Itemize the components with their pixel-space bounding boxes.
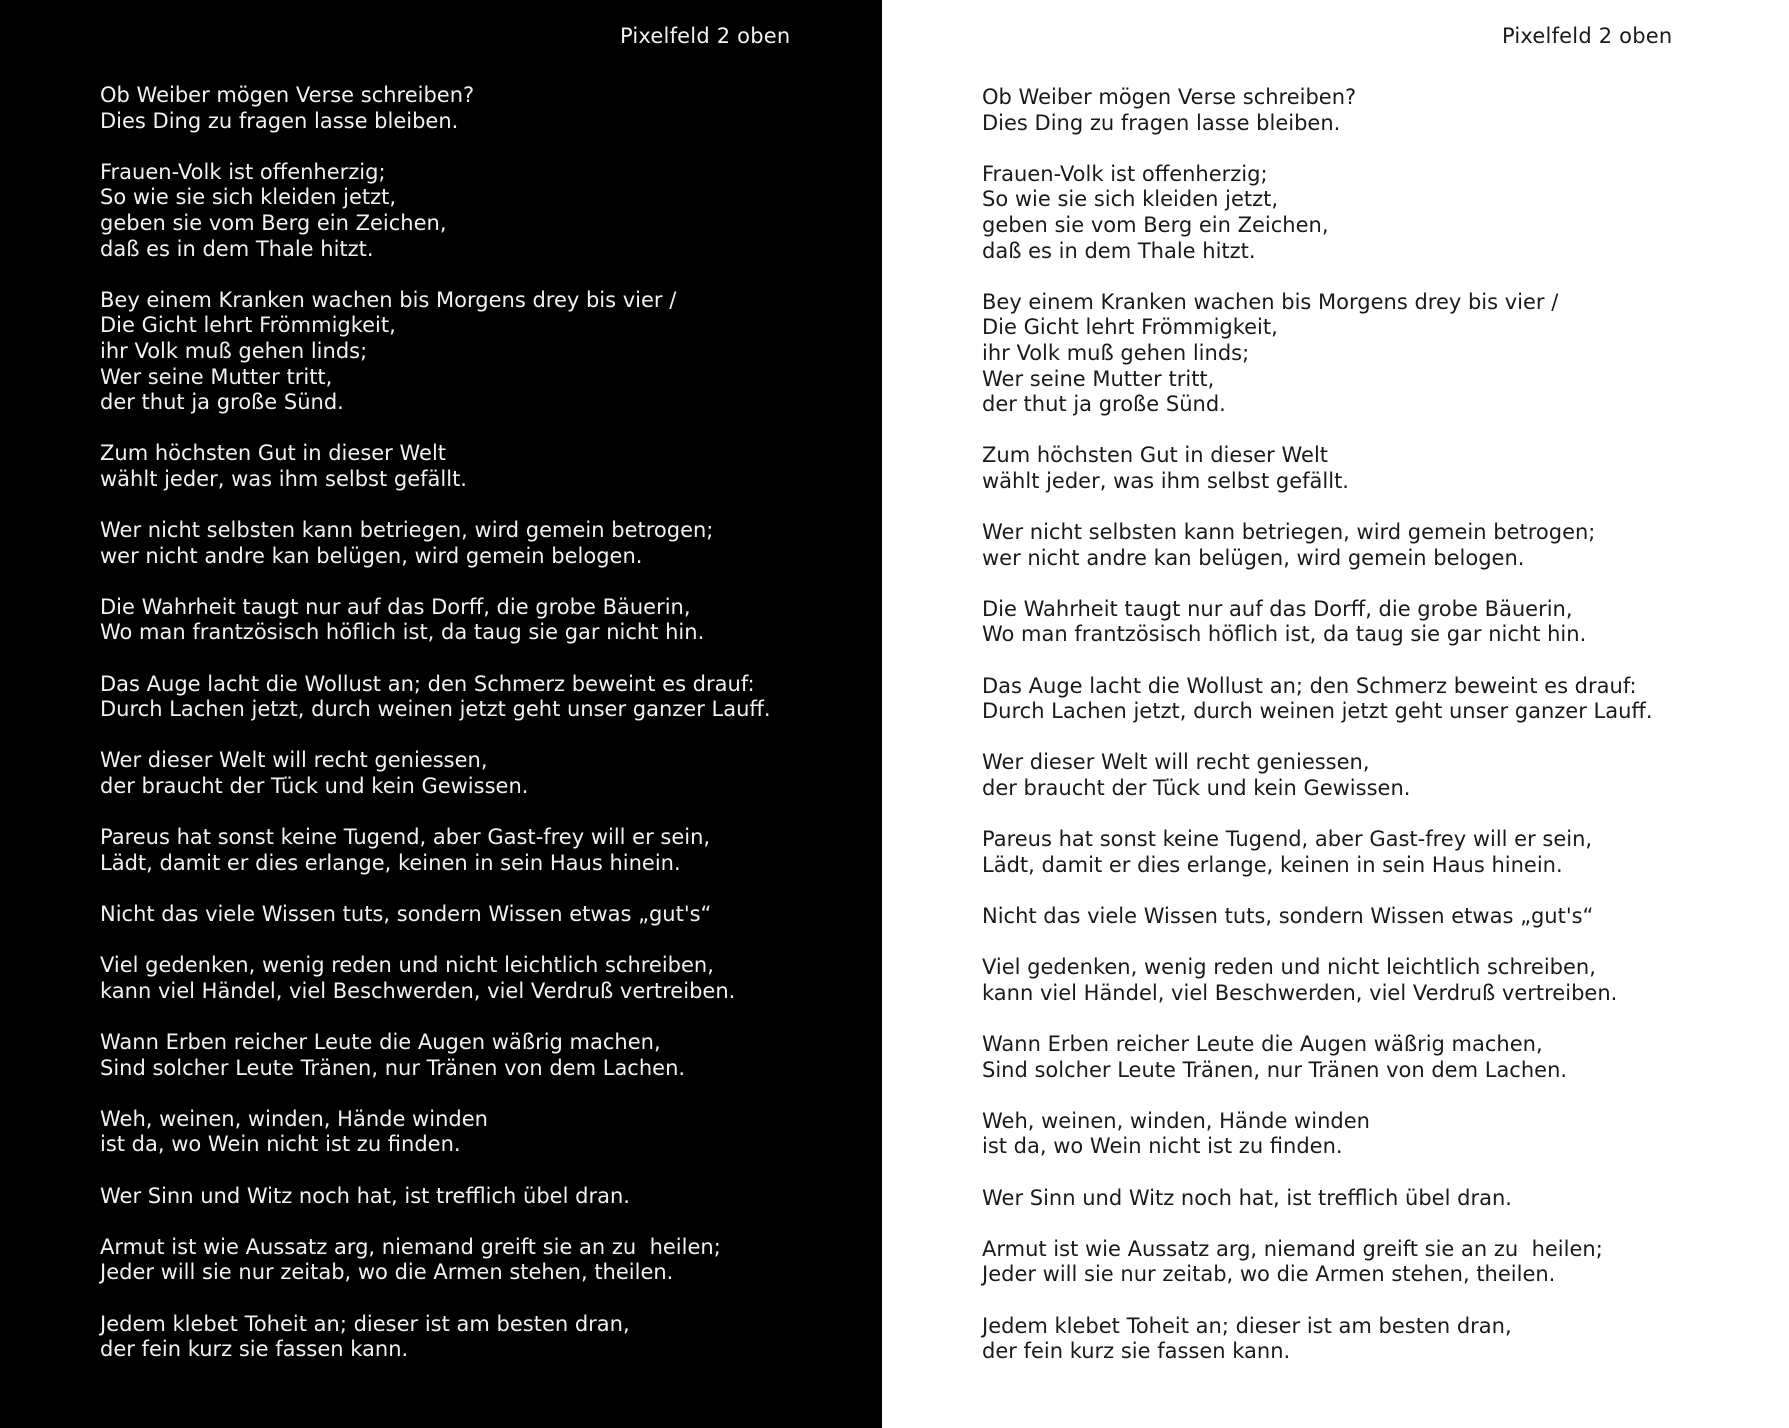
stanza <box>100 518 771 569</box>
poem-line: Wer dieser Welt will recht geniessen, <box>100 748 488 773</box>
poem-line: Wo man frantzösisch höflich ist, da taug sie gar nicht hin. <box>100 620 705 645</box>
poem-line: Nicht das viele Wissen tuts, sondern Wissen etwas „gut's“ <box>982 904 1594 928</box>
poem-line: Die Gicht lehrt Frömmigkeit, <box>100 313 396 338</box>
stanza <box>982 750 1653 801</box>
stanza <box>982 85 1653 136</box>
poem-line: Die Gicht lehrt Frömmigkeit, <box>982 315 1278 340</box>
poem-line: Bey einem Kranken wachen bis Morgens drey bis vier / <box>100 287 677 312</box>
stanza <box>982 443 1653 494</box>
poem-line: Dies Ding zu fragen lasse bleiben. <box>100 108 459 133</box>
poem-line: Frauen-Volk ist offenherzig; <box>100 159 386 184</box>
poem-line: Wer Sinn und Witz noch hat, ist trefflich übel dran. <box>100 1183 630 1208</box>
stanza <box>100 160 771 262</box>
stanza <box>982 597 1653 648</box>
page-header-dark: Pixelfeld 2 oben <box>620 24 791 48</box>
stanza <box>982 827 1653 878</box>
poem-line: Jeder will sie nur zeitab, wo die Armen stehen, theilen. <box>982 1262 1556 1287</box>
poem-line: Ob Weiber mögen Verse schreiben? <box>100 83 475 107</box>
poem-text-light <box>982 85 1653 1390</box>
poem-line: der fein kurz sie fassen kann. <box>100 1337 409 1362</box>
poem-line: Wer nicht selbsten kann betriegen, wird gemein betrogen; <box>982 520 1596 545</box>
poem-line: der fein kurz sie fassen kann. <box>982 1339 1291 1364</box>
stanza <box>100 902 771 928</box>
stanza <box>982 1032 1653 1083</box>
stanza <box>100 83 771 134</box>
poem-line: Durch Lachen jetzt, durch weinen jetzt geht unser ganzer Lauff. <box>982 699 1653 724</box>
poem-line: Die Wahrheit taugt nur auf das Dorff, die grobe Bäuerin, <box>100 594 691 619</box>
poem-line: Die Wahrheit taugt nur auf das Dorff, die grobe Bäuerin, <box>982 596 1573 621</box>
poem-line: ihr Volk muß gehen linds; <box>100 338 368 363</box>
stanza <box>982 674 1653 725</box>
poem-line: Jedem klebet Toheit an; dieser ist am besten dran, <box>982 1313 1512 1338</box>
stanza <box>982 1109 1653 1160</box>
poem-line: Ob Weiber mögen Verse schreiben? <box>982 85 1357 109</box>
poem-line: Jedem klebet Toheit an; dieser ist am besten dran, <box>100 1311 630 1336</box>
poem-line: Wann Erben reicher Leute die Augen wäßrig machen, <box>982 1031 1543 1056</box>
poem-line: wählt jeder, was ihm selbst gefällt. <box>982 468 1349 493</box>
poem-line: ist da, wo Wein nicht ist zu finden. <box>100 1132 461 1157</box>
stanza <box>982 955 1653 1006</box>
poem-line: ihr Volk muß gehen linds; <box>982 340 1250 365</box>
poem-line: Wer Sinn und Witz noch hat, ist trefflich übel dran. <box>982 1185 1512 1210</box>
poem-line: wer nicht andre kan belügen, wird gemein belogen. <box>982 545 1525 570</box>
stanza <box>982 290 1653 418</box>
poem-line: ist da, wo Wein nicht ist zu finden. <box>982 1134 1343 1159</box>
stanza <box>100 1312 771 1363</box>
poem-line: wer nicht andre kan belügen, wird gemein belogen. <box>100 543 643 568</box>
poem-line: Frauen-Volk ist offenherzig; <box>982 161 1268 186</box>
poem-line: Wo man frantzösisch höflich ist, da taug sie gar nicht hin. <box>982 622 1587 647</box>
poem-line: Zum höchsten Gut in dieser Welt <box>100 441 447 466</box>
poem-line: Wer nicht selbsten kann betriegen, wird gemein betrogen; <box>100 518 714 543</box>
poem-line: der thut ja große Sünd. <box>100 390 344 415</box>
poem-line: geben sie vom Berg ein Zeichen, <box>100 210 447 235</box>
stanza <box>100 672 771 723</box>
stanza <box>100 595 771 646</box>
poem-line: Pareus hat sonst keine Tugend, aber Gast-frey will er sein, <box>100 825 711 850</box>
poem-line: geben sie vom Berg ein Zeichen, <box>982 212 1329 237</box>
stanza <box>982 904 1653 930</box>
stanza <box>982 162 1653 264</box>
stanza <box>100 748 771 799</box>
poem-line: Bey einem Kranken wachen bis Morgens drey bis vier / <box>982 289 1559 314</box>
poem-line: Dies Ding zu fragen lasse bleiben. <box>982 110 1341 135</box>
poem-line: So wie sie sich kleiden jetzt, <box>100 185 397 210</box>
poem-line: daß es in dem Thale hitzt. <box>100 236 374 261</box>
poem-line: Weh, weinen, winden, Hände winden <box>982 1108 1370 1133</box>
poem-line: kann viel Händel, viel Beschwerden, viel Verdruß vertreiben. <box>100 978 736 1003</box>
poem-line: Durch Lachen jetzt, durch weinen jetzt geht unser ganzer Lauff. <box>100 697 771 722</box>
stanza <box>100 953 771 1004</box>
poem-line: der braucht der Tück und kein Gewissen. <box>100 774 529 799</box>
poem-text-dark <box>100 83 771 1388</box>
poem-line: Wer seine Mutter tritt, <box>100 364 333 389</box>
stanza <box>100 1107 771 1158</box>
poem-line: Sind solcher Leute Tränen, nur Tränen von dem Lachen. <box>100 1055 686 1080</box>
poem-line: der thut ja große Sünd. <box>982 392 1226 417</box>
stanza <box>982 1186 1653 1212</box>
poem-line: kann viel Händel, viel Beschwerden, viel Verdruß vertreiben. <box>982 980 1618 1005</box>
stanza <box>982 520 1653 571</box>
stanza <box>100 288 771 416</box>
poem-line: wählt jeder, was ihm selbst gefällt. <box>100 466 467 491</box>
stanza <box>100 1184 771 1210</box>
poem-line: Wer seine Mutter tritt, <box>982 366 1215 391</box>
stanza <box>982 1314 1653 1365</box>
poem-line: Lädt, damit er dies erlange, keinen in sein Haus hinein. <box>100 850 681 875</box>
page-header-light: Pixelfeld 2 oben <box>1502 24 1673 48</box>
stanza <box>982 1237 1653 1288</box>
poem-line: Armut ist wie Aussatz arg, niemand greift sie an zu heilen; <box>982 1236 1603 1261</box>
poem-line: Armut ist wie Aussatz arg, niemand greift sie an zu heilen; <box>100 1234 721 1259</box>
poem-line: Zum höchsten Gut in dieser Welt <box>982 443 1329 468</box>
poem-line: So wie sie sich kleiden jetzt, <box>982 187 1279 212</box>
poem-line: Sind solcher Leute Tränen, nur Tränen von dem Lachen. <box>982 1057 1568 1082</box>
poem-line: Lädt, damit er dies erlange, keinen in sein Haus hinein. <box>982 852 1563 877</box>
light-page-panel <box>882 0 1789 1428</box>
poem-line: Viel gedenken, wenig reden und nicht leichtlich schreiben, <box>100 953 714 978</box>
poem-line: Wer dieser Welt will recht geniessen, <box>982 750 1370 775</box>
poem-line: der braucht der Tück und kein Gewissen. <box>982 776 1411 801</box>
poem-line: Das Auge lacht die Wollust an; den Schmerz beweint es drauf: <box>982 673 1637 698</box>
poem-line: Pareus hat sonst keine Tugend, aber Gast-frey will er sein, <box>982 827 1593 852</box>
poem-line: daß es in dem Thale hitzt. <box>982 238 1256 263</box>
stanza <box>100 441 771 492</box>
poem-line: Wann Erben reicher Leute die Augen wäßrig machen, <box>100 1029 661 1054</box>
poem-line: Viel gedenken, wenig reden und nicht leichtlich schreiben, <box>982 955 1596 980</box>
poem-line: Jeder will sie nur zeitab, wo die Armen stehen, theilen. <box>100 1260 674 1285</box>
poem-line: Weh, weinen, winden, Hände winden <box>100 1106 488 1131</box>
dark-page-panel <box>0 0 882 1428</box>
stanza <box>100 825 771 876</box>
stanza <box>100 1030 771 1081</box>
poem-line: Nicht das viele Wissen tuts, sondern Wissen etwas „gut's“ <box>100 902 712 926</box>
stanza <box>100 1235 771 1286</box>
poem-line: Das Auge lacht die Wollust an; den Schmerz beweint es drauf: <box>100 671 755 696</box>
